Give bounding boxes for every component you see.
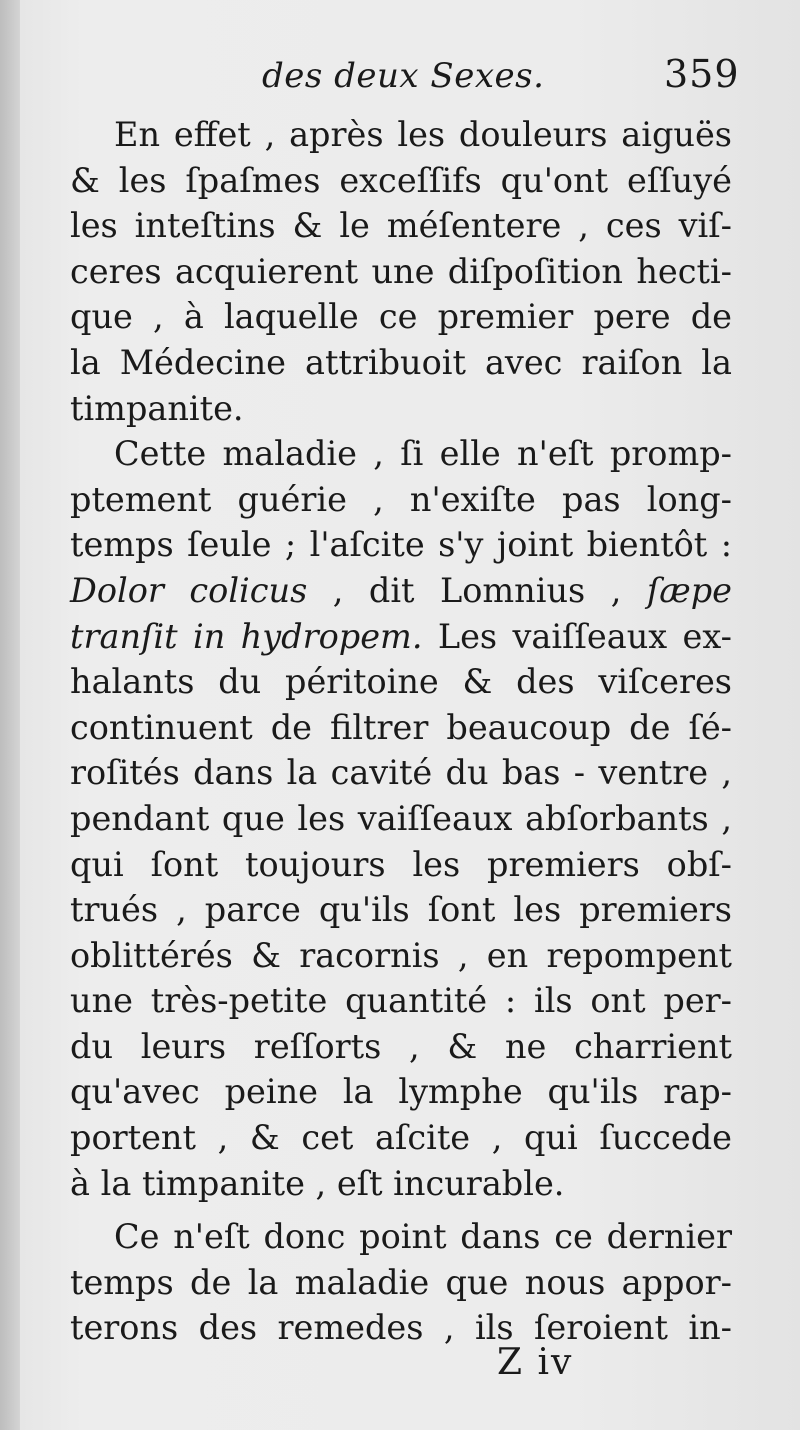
text-line: & les ſpaſmes exceſſifs qu'ont eſſuyé — [70, 160, 732, 200]
text-line: Cette maladie , ſi elle n'eſt promp- — [114, 434, 732, 474]
text-line: à la timpanite , eſt incurable. — [70, 1163, 565, 1203]
signature-mark: Z iv — [497, 1342, 574, 1383]
text-line: portent , & cet aſcite , qui ſuccede — [70, 1118, 732, 1158]
body-text — [70, 112, 732, 1351]
text-line-latin-quote — [70, 614, 732, 660]
text-line: qu'avec peine la lymphe qu'ils rap- — [70, 1072, 732, 1112]
text-fragment: Les vaiſſeaux ex- — [422, 616, 732, 656]
text-line: une très-petite quantité : ils ont per- — [70, 981, 732, 1021]
text-line: temps ſeule ; l'aſcite s'y joint bientôt : — [70, 525, 732, 565]
text-line: ceres acquierent une diſpoſition hecti- — [70, 251, 732, 291]
text-line: timpanite. — [70, 388, 244, 428]
page-number: 359 — [664, 52, 740, 96]
text-line: halants du péritoine & des viſceres — [70, 662, 732, 702]
text-line: oblittérés & racornis , en repompent — [70, 935, 732, 975]
text-line: les inteſtins & le méſentere , ces viſ- — [70, 206, 732, 246]
text-line: que , à laquelle ce premier pere de — [70, 297, 732, 337]
text-line: terons des remedes , ils ſeroient in- — [70, 1308, 732, 1348]
text-line-latin-quote — [70, 568, 732, 614]
text-line: ptement guérie , n'exiſte pas long- — [70, 479, 732, 519]
latin-phrase: Dolor colicus — [70, 570, 308, 610]
text-line: du leurs reſſorts , & ne charrient — [70, 1026, 732, 1066]
page-gutter-shadow — [0, 0, 20, 1430]
page-header — [0, 48, 800, 108]
text-line: En effet , après les douleurs aiguës — [114, 115, 732, 154]
text-line: temps de la maladie que nous appor- — [70, 1262, 732, 1302]
text-fragment: , dit Lomnius , — [307, 570, 647, 610]
latin-phrase: ſæpe — [646, 570, 732, 610]
latin-phrase: tranſit in hydropem. — [70, 616, 423, 656]
text-line: pendant que les vaiſſeaux abſorbants , — [70, 798, 732, 838]
text-line: la Médecine attribuoit avec raiſon la — [70, 342, 732, 382]
text-line: trués , parce qu'ils ſont les premiers — [70, 890, 732, 930]
text-line: qui ſont toujours les premiers obſ- — [70, 844, 732, 884]
text-line: continuent de filtrer beaucoup de ſé- — [70, 707, 732, 747]
running-head: des deux Sexes. — [262, 56, 545, 96]
text-line: roſités dans la cavité du bas - ventre , — [70, 753, 732, 793]
text-line: Ce n'eſt donc point dans ce dernier — [114, 1217, 732, 1257]
